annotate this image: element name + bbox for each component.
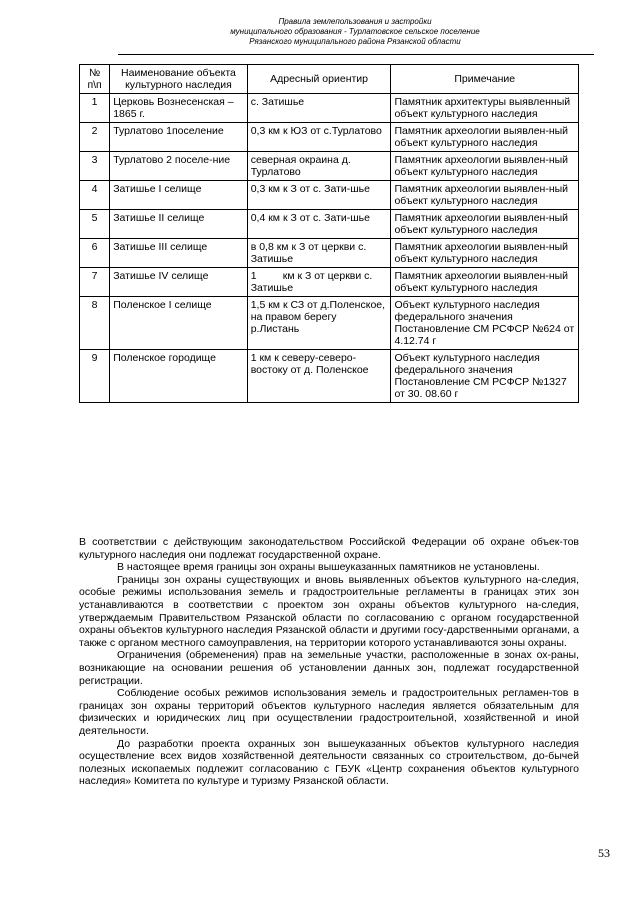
object-name: Турлатово 1поселение [110, 123, 248, 152]
table-row [80, 297, 579, 350]
object-name: Турлатово 2 поселе-ние [110, 152, 248, 181]
row-number: 9 [80, 350, 110, 403]
object-note: Памятник археологии выявлен-ный объект культурного наследия [391, 181, 579, 210]
header-line-1: Правила землепользования и застройки [278, 17, 432, 26]
table-row [80, 123, 579, 152]
column-header-number: № п\п [80, 65, 110, 94]
object-note: Памятник археологии выявлен-ный объект культурного наследия [391, 210, 579, 239]
paragraph-approval: До разработки проекта охранных зон вышеуказанных объектов культурного наследия осуществление всех видов хозяйственной деятельности связанных со строительством, до-бычей полезных ископаемых подлежит согласованию с ГБУК «Центр сохранения объектов культурного наследия» Комитета по культуре и туризму Рязанской области. [79, 737, 579, 788]
object-address: с. Затишье [247, 94, 391, 123]
object-name: Затишье I селище [110, 181, 248, 210]
body-text [79, 536, 579, 788]
object-note: Объект культурного наследия федерального значения Постановление СМ РСФСР №624 от 4.12.74 г [391, 297, 579, 350]
table-row [80, 152, 579, 181]
running-header [175, 17, 535, 47]
column-header-note: Примечание [391, 65, 579, 94]
object-name: Церковь Вознесенская – 1865 г. [110, 94, 248, 123]
object-address: 0,4 км к З от с. Зати-шье [247, 210, 391, 239]
object-name: Затишье IV селище [110, 268, 248, 297]
table-row [80, 94, 579, 123]
paragraph-protection-zones: Границы зон охраны существующих и вновь выявленных объектов культурного на-следия, особые режимы использования земель и градостроительные регламенты в границах этих зон устанавливаются в соответствии с проектом зон охраны объектов культурного на-следия, утверждаемым Правительством Рязанской области по согласованию с органом государственной охраны объектов культурного наследия Рязанской области и другими госу-дарственными органами, а также с органом местного самоуправления, на территории которого устанавливаются зоны охраны. [79, 573, 579, 649]
object-address: 1,5 км к СЗ от д.Поленское, на правом берегу р.Листань [247, 297, 391, 350]
page-number: 53 [598, 846, 610, 860]
object-name: Затишье II селище [110, 210, 248, 239]
table-row [80, 210, 579, 239]
object-note: Памятник архитектуры выявленный объект культурного наследия [391, 94, 579, 123]
header-line-2: муниципального образования - Турлатовское сельское поселение [230, 27, 480, 36]
object-address: 1 км к северу-северо-востоку от д. Поленское [247, 350, 391, 403]
table-row [80, 268, 579, 297]
table-header-row [80, 65, 579, 94]
object-note: Памятник археологии выявлен-ный объект культурного наследия [391, 152, 579, 181]
object-address: в 0,8 км к З от церкви с. Затишье [247, 239, 391, 268]
paragraph-restrictions: Ограничения (обременения) прав на земельные участки, расположенные в зонах ох-раны, возникающие на основании решения об установлении данных зон, подлежат государственной регистрации. [79, 649, 579, 687]
object-note: Объект культурного наследия федерального значения Постановление СМ РСФСР №1327 от 30. 08.60 г [391, 350, 579, 403]
row-number: 4 [80, 181, 110, 210]
paragraph-legal-basis: В соответствии с действующим законодательством Российской Федерации об охране объек-тов культурного наследия они подлежат государственной охране. [79, 536, 579, 561]
object-address: 0,3 км к З от с. Зати-шье [247, 181, 391, 210]
heritage-objects-table [79, 64, 579, 403]
object-name: Поленское I селище [110, 297, 248, 350]
row-number: 3 [80, 152, 110, 181]
table-row [80, 350, 579, 403]
table-row [80, 181, 579, 210]
object-address: 1 км к З от церкви с. Затишье [247, 268, 391, 297]
object-note: Памятник археологии выявлен-ный объект культурного наследия [391, 268, 579, 297]
object-address: северная окраина д. Турлатово [247, 152, 391, 181]
object-name: Поленское городище [110, 350, 248, 403]
header-line-3: Рязанского муниципального района Рязанской области [249, 37, 461, 46]
row-number: 7 [80, 268, 110, 297]
object-note: Памятник археологии выявлен-ный объект культурного наследия [391, 123, 579, 152]
paragraph-boundaries-status: В настоящее время границы зон охраны вышеуказанных памятников не установлены. [117, 561, 540, 574]
object-note: Памятник археологии выявлен-ный объект культурного наследия [391, 239, 579, 268]
row-number: 1 [80, 94, 110, 123]
row-number: 6 [80, 239, 110, 268]
row-number: 8 [80, 297, 110, 350]
row-number: 2 [80, 123, 110, 152]
table-row [80, 239, 579, 268]
column-header-address: Адресный ориентир [247, 65, 391, 94]
object-name: Затишье III селище [110, 239, 248, 268]
header-divider [118, 54, 594, 55]
column-header-name: Наименование объекта культурного наследия [110, 65, 248, 94]
paragraph-compliance: Соблюдение особых режимов использования земель и градостроительных регламен-тов в границах зон охраны территорий объектов культурного наследия является обязательным для физических и юридических лиц при осуществлении градостроительной, хозяйственной и иной деятельности. [79, 687, 579, 737]
row-number: 5 [80, 210, 110, 239]
object-address: 0,3 км к ЮЗ от с.Турлатово [247, 123, 391, 152]
